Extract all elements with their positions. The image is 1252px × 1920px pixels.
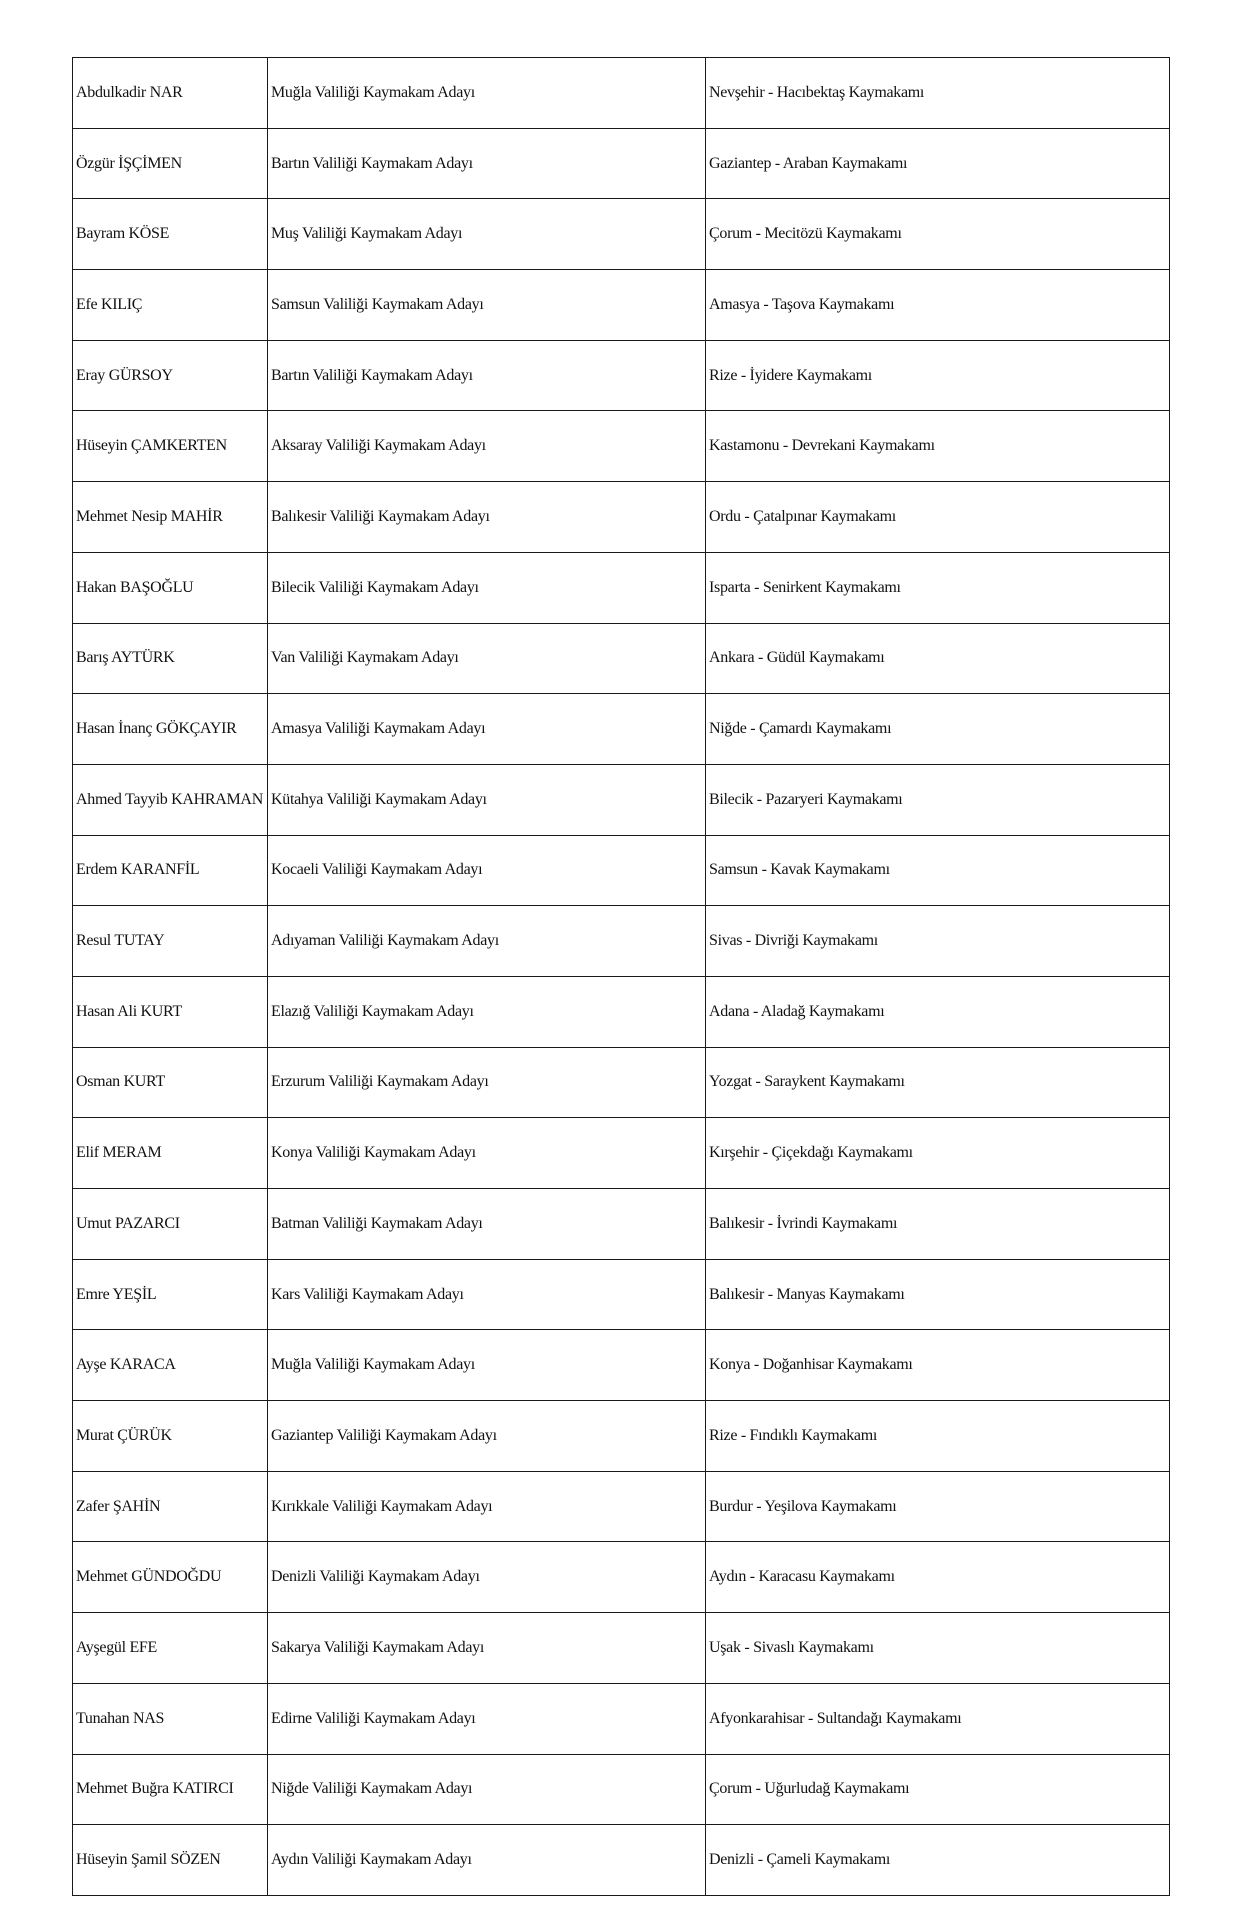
candidate-position-cell: Elazığ Valiliği Kaymakam Adayı: [268, 976, 706, 1047]
assignment-cell: Afyonkarahisar - Sultandağı Kaymakamı: [706, 1683, 1170, 1754]
candidate-position-cell: Bartın Valiliği Kaymakam Adayı: [268, 128, 706, 199]
table-row: [73, 128, 1170, 199]
candidate-position-cell: Adıyaman Valiliği Kaymakam Adayı: [268, 906, 706, 977]
assignment-cell: Çorum - Mecitözü Kaymakamı: [706, 199, 1170, 270]
assignment-cell: Rize - Fındıklı Kaymakamı: [706, 1401, 1170, 1472]
assignment-cell: Sivas - Divriği Kaymakamı: [706, 906, 1170, 977]
table-row: [73, 1401, 1170, 1472]
table-row: [73, 270, 1170, 341]
table-row: [73, 1118, 1170, 1189]
name-cell: Tunahan NAS: [73, 1683, 268, 1754]
table-row: [73, 1683, 1170, 1754]
candidate-position-cell: Amasya Valiliği Kaymakam Adayı: [268, 694, 706, 765]
name-cell: Mehmet GÜNDOĞDU: [73, 1542, 268, 1613]
name-cell: Hasan Ali KURT: [73, 976, 268, 1047]
table-row: [73, 340, 1170, 411]
name-cell: Hakan BAŞOĞLU: [73, 552, 268, 623]
candidate-position-cell: Batman Valiliği Kaymakam Adayı: [268, 1189, 706, 1260]
candidate-position-cell: Muğla Valiliği Kaymakam Adayı: [268, 58, 706, 129]
candidate-position-cell: Denizli Valiliği Kaymakam Adayı: [268, 1542, 706, 1613]
name-cell: Abdulkadir NAR: [73, 58, 268, 129]
assignment-cell: Kırşehir - Çiçekdağı Kaymakamı: [706, 1118, 1170, 1189]
table-row: [73, 623, 1170, 694]
name-cell: Umut PAZARCI: [73, 1189, 268, 1260]
candidate-position-cell: Samsun Valiliği Kaymakam Adayı: [268, 270, 706, 341]
candidate-position-cell: Aydın Valiliği Kaymakam Adayı: [268, 1825, 706, 1896]
candidate-position-cell: Bilecik Valiliği Kaymakam Adayı: [268, 552, 706, 623]
name-cell: Emre YEŞİL: [73, 1259, 268, 1330]
candidate-position-cell: Konya Valiliği Kaymakam Adayı: [268, 1118, 706, 1189]
assignment-cell: Balıkesir - İvrindi Kaymakamı: [706, 1189, 1170, 1260]
name-cell: Ahmed Tayyib KAHRAMAN: [73, 764, 268, 835]
assignment-cell: Samsun - Kavak Kaymakamı: [706, 835, 1170, 906]
table-row: [73, 1613, 1170, 1684]
name-cell: Eray GÜRSOY: [73, 340, 268, 411]
name-cell: Hüseyin ÇAMKERTEN: [73, 411, 268, 482]
candidate-position-cell: Bartın Valiliği Kaymakam Adayı: [268, 340, 706, 411]
assignment-cell: Ordu - Çatalpınar Kaymakamı: [706, 482, 1170, 553]
table-row: [73, 1189, 1170, 1260]
name-cell: Hasan İnanç GÖKÇAYIR: [73, 694, 268, 765]
table-row: [73, 1259, 1170, 1330]
assignment-cell: Niğde - Çamardı Kaymakamı: [706, 694, 1170, 765]
candidate-position-cell: Muğla Valiliği Kaymakam Adayı: [268, 1330, 706, 1401]
name-cell: Mehmet Buğra KATIRCI: [73, 1754, 268, 1825]
table-row: [73, 1754, 1170, 1825]
candidate-position-cell: Kırıkkale Valiliği Kaymakam Adayı: [268, 1471, 706, 1542]
candidate-position-cell: Edirne Valiliği Kaymakam Adayı: [268, 1683, 706, 1754]
assignment-cell: Kastamonu - Devrekani Kaymakamı: [706, 411, 1170, 482]
table-row: [73, 1542, 1170, 1613]
table-row: [73, 552, 1170, 623]
name-cell: Zafer ŞAHİN: [73, 1471, 268, 1542]
name-cell: Mehmet Nesip MAHİR: [73, 482, 268, 553]
assignment-cell: Balıkesir - Manyas Kaymakamı: [706, 1259, 1170, 1330]
name-cell: Ayşegül EFE: [73, 1613, 268, 1684]
candidate-position-cell: Kütahya Valiliği Kaymakam Adayı: [268, 764, 706, 835]
candidate-position-cell: Niğde Valiliği Kaymakam Adayı: [268, 1754, 706, 1825]
assignment-cell: Aydın - Karacasu Kaymakamı: [706, 1542, 1170, 1613]
candidate-position-cell: Kocaeli Valiliği Kaymakam Adayı: [268, 835, 706, 906]
name-cell: Osman KURT: [73, 1047, 268, 1118]
assignment-cell: Çorum - Uğurludağ Kaymakamı: [706, 1754, 1170, 1825]
table-row: [73, 976, 1170, 1047]
table-row: [73, 1471, 1170, 1542]
name-cell: Murat ÇÜRÜK: [73, 1401, 268, 1472]
appointment-table: [72, 57, 1170, 1896]
candidate-position-cell: Van Valiliği Kaymakam Adayı: [268, 623, 706, 694]
assignment-cell: Amasya - Taşova Kaymakamı: [706, 270, 1170, 341]
table-row: [73, 835, 1170, 906]
assignment-cell: Burdur - Yeşilova Kaymakamı: [706, 1471, 1170, 1542]
candidate-position-cell: Balıkesir Valiliği Kaymakam Adayı: [268, 482, 706, 553]
assignment-cell: Konya - Doğanhisar Kaymakamı: [706, 1330, 1170, 1401]
name-cell: Bayram KÖSE: [73, 199, 268, 270]
name-cell: Efe KILIÇ: [73, 270, 268, 341]
name-cell: Hüseyin Şamil SÖZEN: [73, 1825, 268, 1896]
table-row: [73, 1825, 1170, 1896]
assignment-cell: Adana - Aladağ Kaymakamı: [706, 976, 1170, 1047]
candidate-position-cell: Gaziantep Valiliği Kaymakam Adayı: [268, 1401, 706, 1472]
name-cell: Barış AYTÜRK: [73, 623, 268, 694]
table-row: [73, 694, 1170, 765]
assignment-cell: Rize - İyidere Kaymakamı: [706, 340, 1170, 411]
table-row: [73, 199, 1170, 270]
table-row: [73, 58, 1170, 129]
assignment-cell: Isparta - Senirkent Kaymakamı: [706, 552, 1170, 623]
assignment-cell: Gaziantep - Araban Kaymakamı: [706, 128, 1170, 199]
table-row: [73, 1047, 1170, 1118]
name-cell: Erdem KARANFİL: [73, 835, 268, 906]
table-row: [73, 482, 1170, 553]
assignment-cell: Nevşehir - Hacıbektaş Kaymakamı: [706, 58, 1170, 129]
assignment-cell: Denizli - Çameli Kaymakamı: [706, 1825, 1170, 1896]
candidate-position-cell: Muş Valiliği Kaymakam Adayı: [268, 199, 706, 270]
candidate-position-cell: Kars Valiliği Kaymakam Adayı: [268, 1259, 706, 1330]
table-body: [73, 58, 1170, 1896]
assignment-cell: Yozgat - Saraykent Kaymakamı: [706, 1047, 1170, 1118]
candidate-position-cell: Erzurum Valiliği Kaymakam Adayı: [268, 1047, 706, 1118]
assignment-cell: Uşak - Sivaslı Kaymakamı: [706, 1613, 1170, 1684]
table-row: [73, 906, 1170, 977]
table-row: [73, 411, 1170, 482]
table-row: [73, 764, 1170, 835]
candidate-position-cell: Aksaray Valiliği Kaymakam Adayı: [268, 411, 706, 482]
candidate-position-cell: Sakarya Valiliği Kaymakam Adayı: [268, 1613, 706, 1684]
assignment-cell: Bilecik - Pazaryeri Kaymakamı: [706, 764, 1170, 835]
name-cell: Elif MERAM: [73, 1118, 268, 1189]
assignment-cell: Ankara - Güdül Kaymakamı: [706, 623, 1170, 694]
table-row: [73, 1330, 1170, 1401]
name-cell: Ayşe KARACA: [73, 1330, 268, 1401]
name-cell: Özgür İŞÇİMEN: [73, 128, 268, 199]
name-cell: Resul TUTAY: [73, 906, 268, 977]
